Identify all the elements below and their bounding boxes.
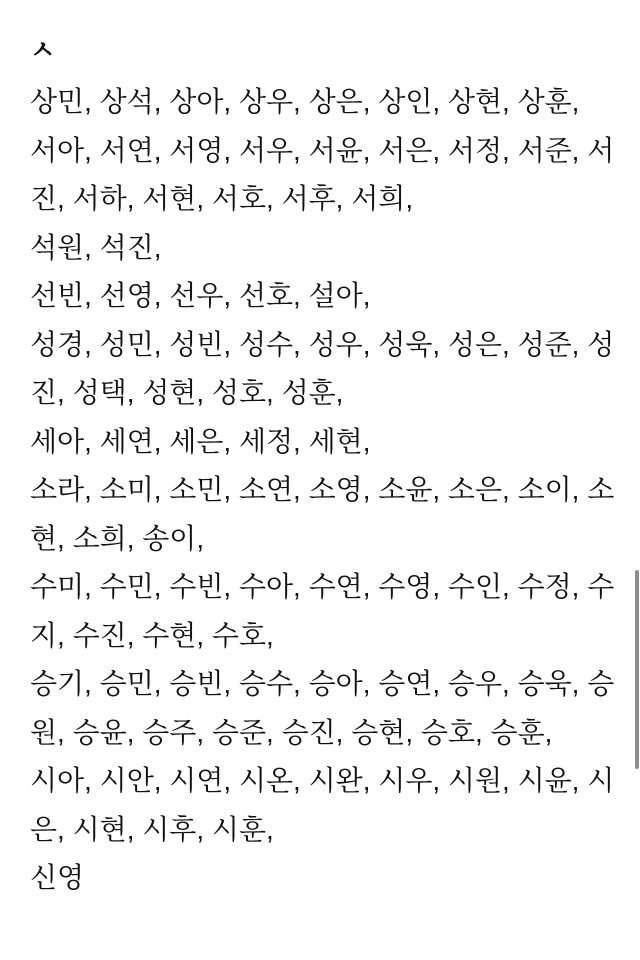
- name-list-line: 성경, 성민, 성빈, 성수, 성우, 성욱, 성은, 성준, 성: [30, 328, 615, 360]
- name-list-line: 세아, 세연, 세은, 세정, 세현,: [30, 425, 371, 457]
- name-list: [30, 78, 618, 903]
- name-list-line: 소라, 소미, 소민, 소연, 소영, 소윤, 소은, 소이, 소: [30, 474, 615, 505]
- name-list-line: 은, 시현, 시후, 시훈,: [30, 813, 274, 845]
- name-list-line: 상민, 상석, 상아, 상우, 상은, 상인, 상현, 상훈,: [30, 86, 580, 117]
- name-list-line: 신영: [30, 862, 85, 893]
- name-list-line: 시아, 시안, 시연, 시온, 시완, 시우, 시원, 시윤, 시: [30, 765, 615, 796]
- scrollbar-track[interactable]: [634, 0, 640, 960]
- content-area: [30, 36, 618, 903]
- section-header-letter: ㅅ: [30, 35, 56, 65]
- name-list-line: 수미, 수민, 수빈, 수아, 수연, 수영, 수인, 수정, 수: [30, 571, 615, 602]
- name-list-line: 석원, 석진,: [30, 231, 162, 263]
- name-list-line: 승기, 승민, 승빈, 승수, 승아, 승연, 승우, 승욱, 승: [30, 668, 615, 699]
- name-list-line: 선빈, 선영, 선우, 선호, 설아,: [30, 280, 371, 311]
- name-list-line: 지, 수진, 수현, 수호,: [30, 619, 274, 651]
- name-list-line: 서아, 서연, 서영, 서우, 서윤, 서은, 서정, 서준, 서: [30, 134, 615, 166]
- name-list-line: 원, 승윤, 승주, 승준, 승진, 승현, 승호, 승훈,: [30, 716, 553, 748]
- scrollbar-thumb[interactable]: [635, 570, 639, 769]
- name-list-line: 진, 성택, 성현, 성호, 성훈,: [30, 377, 344, 408]
- name-list-line: 진, 서하, 서현, 서호, 서후, 서희,: [30, 183, 414, 214]
- name-list-line: 현, 소희, 송이,: [30, 522, 205, 554]
